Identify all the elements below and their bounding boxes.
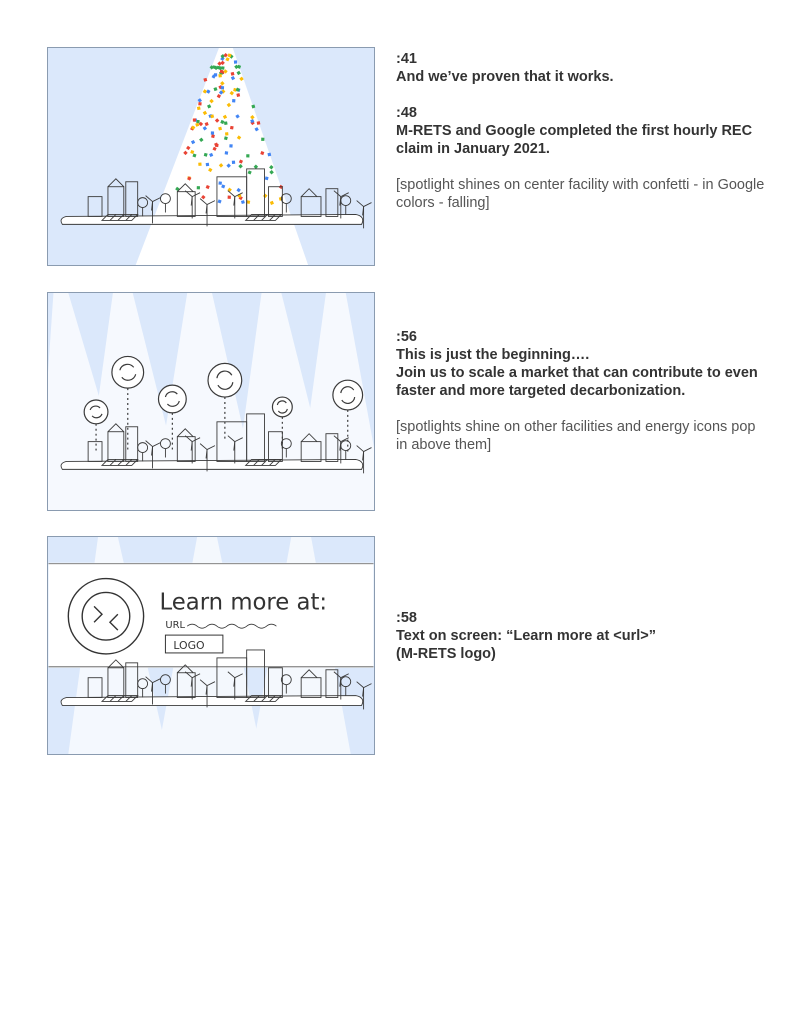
dialog-line: M-RETS and Google completed the first hourly REC claim in January 2021. bbox=[396, 123, 753, 157]
dialog-line: (M-RETS logo) bbox=[396, 646, 496, 662]
frame-1-illustration bbox=[48, 48, 374, 265]
confetti-piece bbox=[228, 196, 231, 199]
confetti-piece bbox=[211, 131, 214, 134]
timestamp: :48 bbox=[396, 105, 417, 121]
stage-direction: [spotlight shines on center facility with confetti - in Google colors - falling] bbox=[396, 177, 765, 211]
confetti-piece bbox=[229, 144, 232, 147]
confetti-piece bbox=[224, 121, 228, 125]
confetti-piece bbox=[218, 181, 222, 185]
frame-2-illustration bbox=[48, 293, 374, 510]
confetti-piece bbox=[198, 163, 201, 166]
confetti-piece bbox=[267, 153, 271, 157]
confetti-piece bbox=[261, 138, 264, 141]
dialog-line: And we’ve proven that it works. bbox=[396, 69, 614, 85]
panel-3-notes bbox=[396, 609, 766, 663]
confetti-piece bbox=[230, 126, 234, 130]
stage-direction: [spotlights shine on other facilities and energy icons pop in above them] bbox=[396, 419, 756, 453]
confetti-piece bbox=[246, 154, 249, 157]
confetti-piece bbox=[197, 106, 201, 110]
confetti-piece bbox=[193, 118, 196, 121]
frame-3-illustration bbox=[48, 537, 374, 754]
timestamp: :58 bbox=[396, 610, 417, 626]
confetti-piece bbox=[221, 86, 224, 89]
panel-2-notes bbox=[396, 328, 766, 454]
confetti-piece bbox=[198, 102, 201, 105]
dialog-line: Text on screen: “Learn more at <url>” bbox=[396, 628, 657, 644]
url-placeholder: URL bbox=[165, 620, 186, 632]
confetti-piece bbox=[234, 60, 237, 63]
confetti-piece bbox=[221, 66, 225, 70]
storyboard-frame-2 bbox=[47, 292, 375, 511]
confetti-piece bbox=[215, 144, 219, 148]
timestamp: :56 bbox=[396, 329, 417, 345]
confetti-piece bbox=[218, 74, 222, 78]
confetti-piece bbox=[232, 161, 235, 164]
storyboard-frame-1 bbox=[47, 47, 375, 266]
confetti-piece bbox=[220, 70, 224, 74]
confetti-piece bbox=[228, 54, 232, 58]
confetti-piece bbox=[232, 99, 235, 102]
dialog-line: This is just the beginning…. bbox=[396, 347, 590, 363]
panel-1-notes bbox=[396, 50, 766, 212]
learn-more-heading: Learn more at: bbox=[159, 589, 328, 616]
dialog-line: Join us to scale a market that can contribute to even faster and more targeted decarbonization. bbox=[396, 365, 758, 399]
confetti-piece bbox=[206, 163, 210, 167]
confetti-piece bbox=[257, 121, 261, 125]
confetti-piece bbox=[225, 151, 229, 155]
confetti-piece bbox=[225, 132, 228, 135]
confetti-piece bbox=[197, 186, 200, 189]
storyboard-frame-3 bbox=[47, 536, 375, 755]
logo-placeholder: LOGO bbox=[173, 638, 205, 652]
timestamp: :41 bbox=[396, 51, 417, 67]
